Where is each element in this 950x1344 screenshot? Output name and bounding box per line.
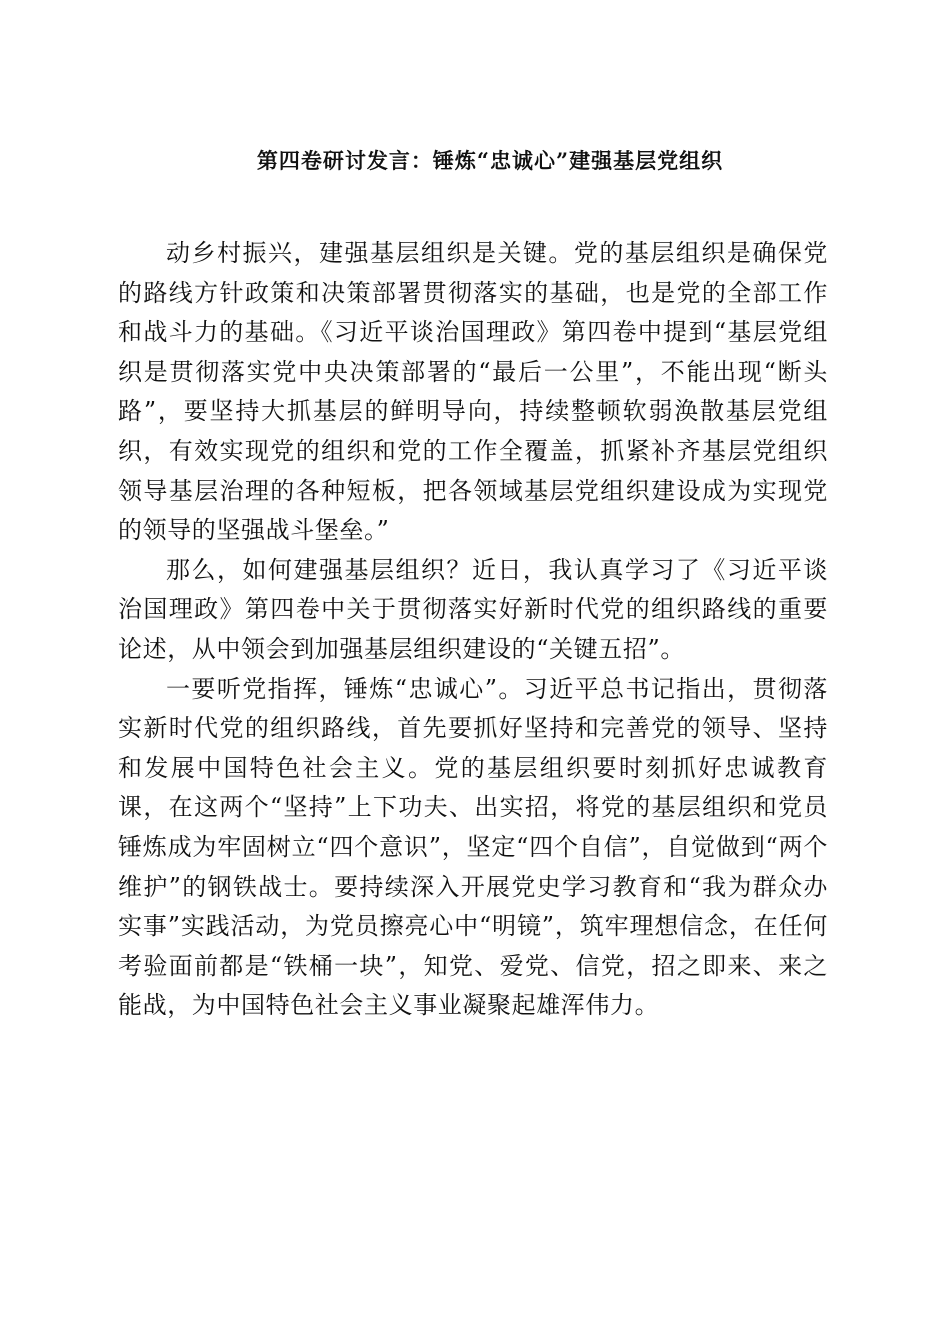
document-body [118,234,828,1026]
document-title: 第四卷研讨发言：锤炼“忠诚心”建强基层党组织 [256,148,724,173]
paragraph-point-one: 一要听党指挥，锤炼“忠诚心”。习近平总书记指出，贯彻落实新时代党的组织路线，首先要抓好坚持和完善党的领导、坚持和发展中国特色社会主义。党的基层组织要时刻抓好忠诚教育课，在这两个“坚持”上下功夫、出实招，将党的基层组织和党员锤炼成为牢固树立“四个意识”，坚定“四个自信”，自觉做到“两个维护”的钢铁战士。要持续深入开展党史学习教育和“我为群众办实事”实践活动，为党员擦亮心中“明镜”，筑牢理想信念，在任何考验面前都是“铁桶一块”，知党、爱党、信党，招之即来、来之能战，为中国特色社会主义事业凝聚起雄浑伟力。 [118,674,828,1020]
paragraph-question: 那么，如何建强基层组织？近日，我认真学习了《习近平谈治国理政》第四卷中关于贯彻落实好新时代党的组织路线的重要论述，从中领会到加强基层组织建设的“关键五招”。 [118,555,828,663]
paragraph-intro: 动乡村振兴，建强基层组织是关键。党的基层组织是确保党的路线方针政策和决策部署贯彻落实的基础，也是党的全部工作和战斗力的基础。《习近平谈治国理政》第四卷中提到“基层党组织是贯彻落实党中央决策部署的“最后一公里”，不能出现“断头路”，要坚持大抓基层的鲜明导向，持续整顿软弱涣散基层党组织，有效实现党的组织和党的工作全覆盖，抓紧补齐基层党组织领导基层治理的各种短板，把各领域基层党组织建设成为实现党的领导的坚强战斗堡垒。” [118,239,828,545]
